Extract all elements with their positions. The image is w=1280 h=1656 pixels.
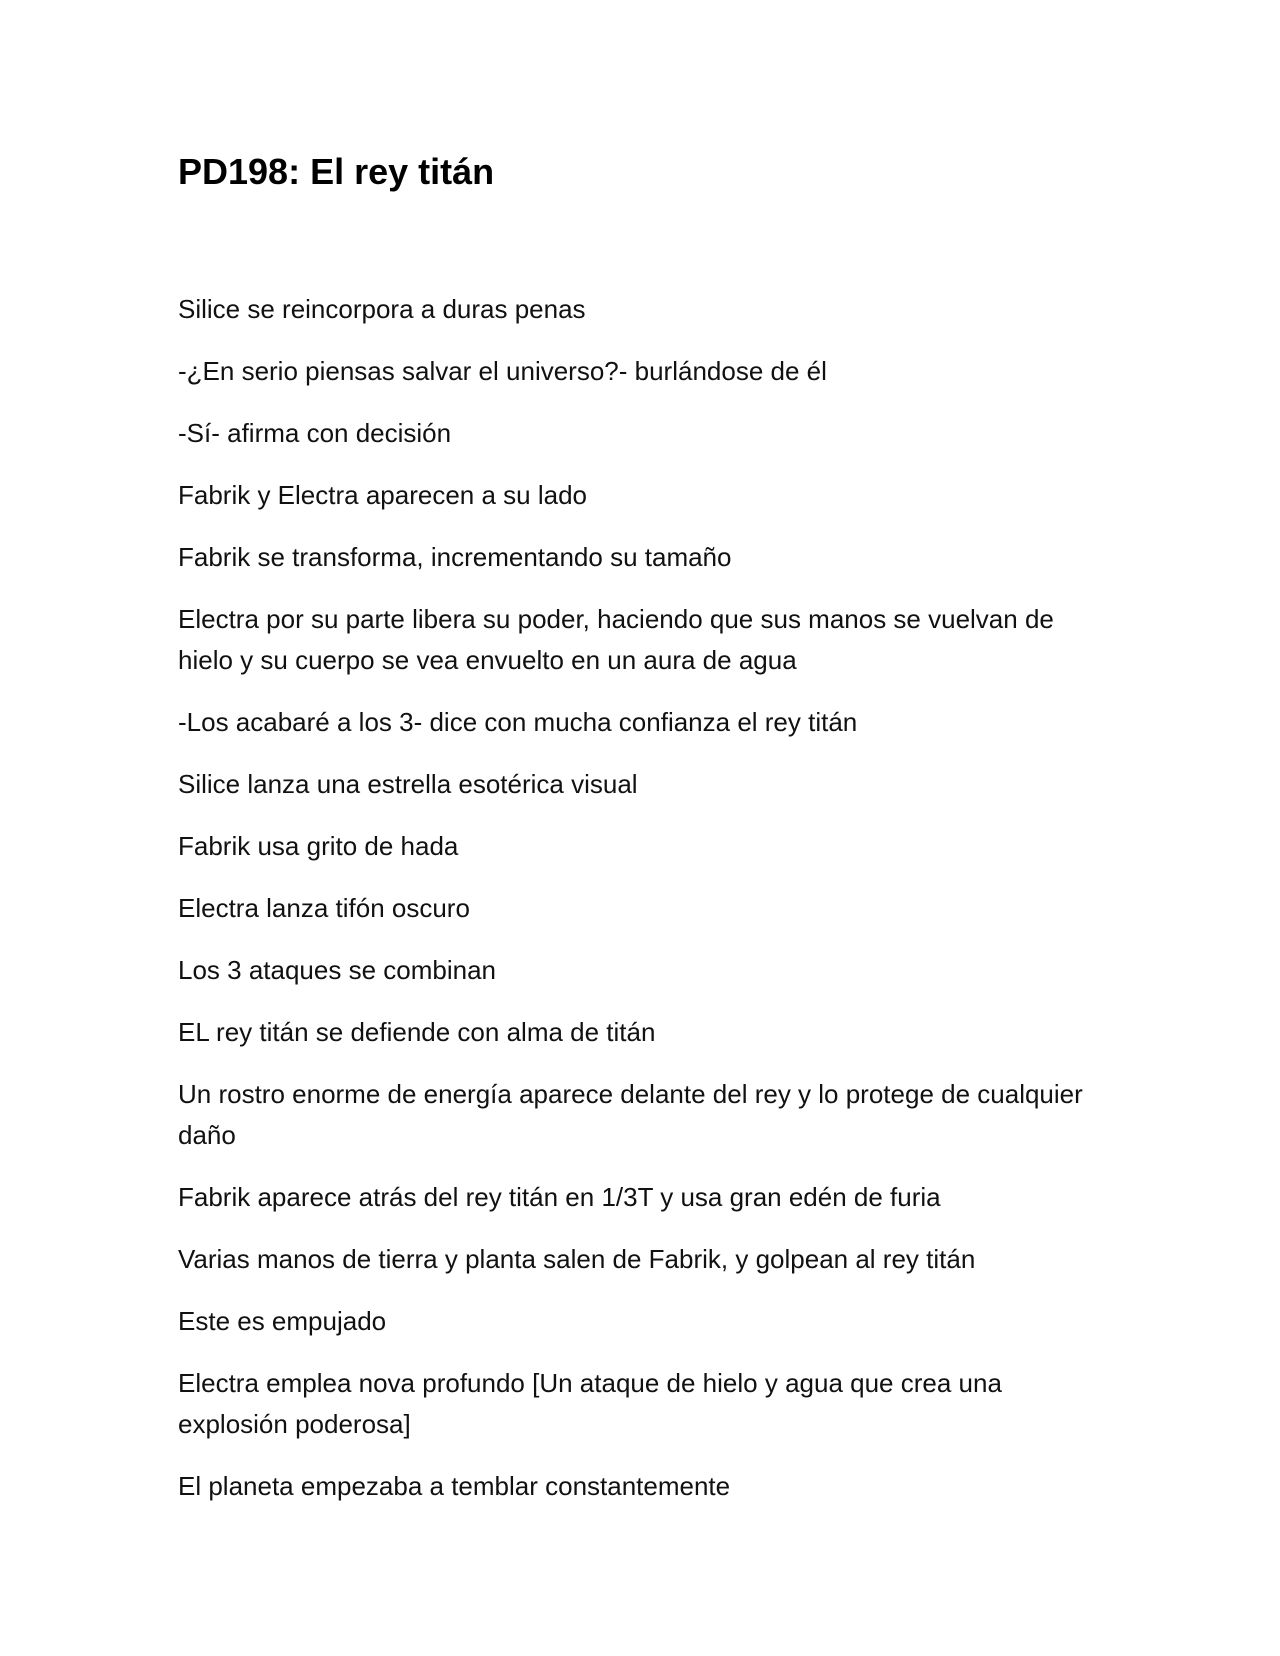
paragraph: -Los acabaré a los 3- dice con mucha confianza el rey titán <box>178 707 858 737</box>
paragraph: Fabrik se transforma, incrementando su tamaño <box>178 542 732 572</box>
document-body <box>178 289 1098 1528</box>
paragraph: Este es empujado <box>178 1306 387 1336</box>
paragraph: Los 3 ataques se combinan <box>178 955 496 985</box>
paragraph: El planeta empezaba a temblar constantemente <box>178 1471 731 1501</box>
paragraph: Fabrik aparece atrás del rey titán en 1/3T y usa gran edén de furia <box>178 1182 941 1212</box>
paragraph: Silice lanza una estrella esotérica visual <box>178 769 638 799</box>
paragraph: Electra lanza tifón oscuro <box>178 893 470 923</box>
document-title: PD198: El rey titán <box>178 151 495 192</box>
paragraph: Un rostro enorme de energía aparece delante del rey y lo protege de cualquier daño <box>178 1079 1083 1150</box>
paragraph: Silice se reincorpora a duras penas <box>178 294 586 324</box>
paragraph: -¿En serio piensas salvar el universo?- burlándose de él <box>178 356 827 386</box>
paragraph: Electra emplea nova profundo [Un ataque de hielo y agua que crea una explosión poderosa] <box>178 1368 1002 1439</box>
paragraph: Fabrik y Electra aparecen a su lado <box>178 480 587 510</box>
paragraph: Fabrik usa grito de hada <box>178 831 459 861</box>
paragraph: -Sí- afirma con decisión <box>178 418 452 448</box>
paragraph: EL rey titán se defiende con alma de titán <box>178 1017 656 1047</box>
paragraph: Varias manos de tierra y planta salen de Fabrik, y golpean al rey titán <box>178 1244 976 1274</box>
paragraph: Electra por su parte libera su poder, haciendo que sus manos se vuelvan de hielo y su cuerpo se vea envuelto en un aura de agua <box>178 604 1054 675</box>
